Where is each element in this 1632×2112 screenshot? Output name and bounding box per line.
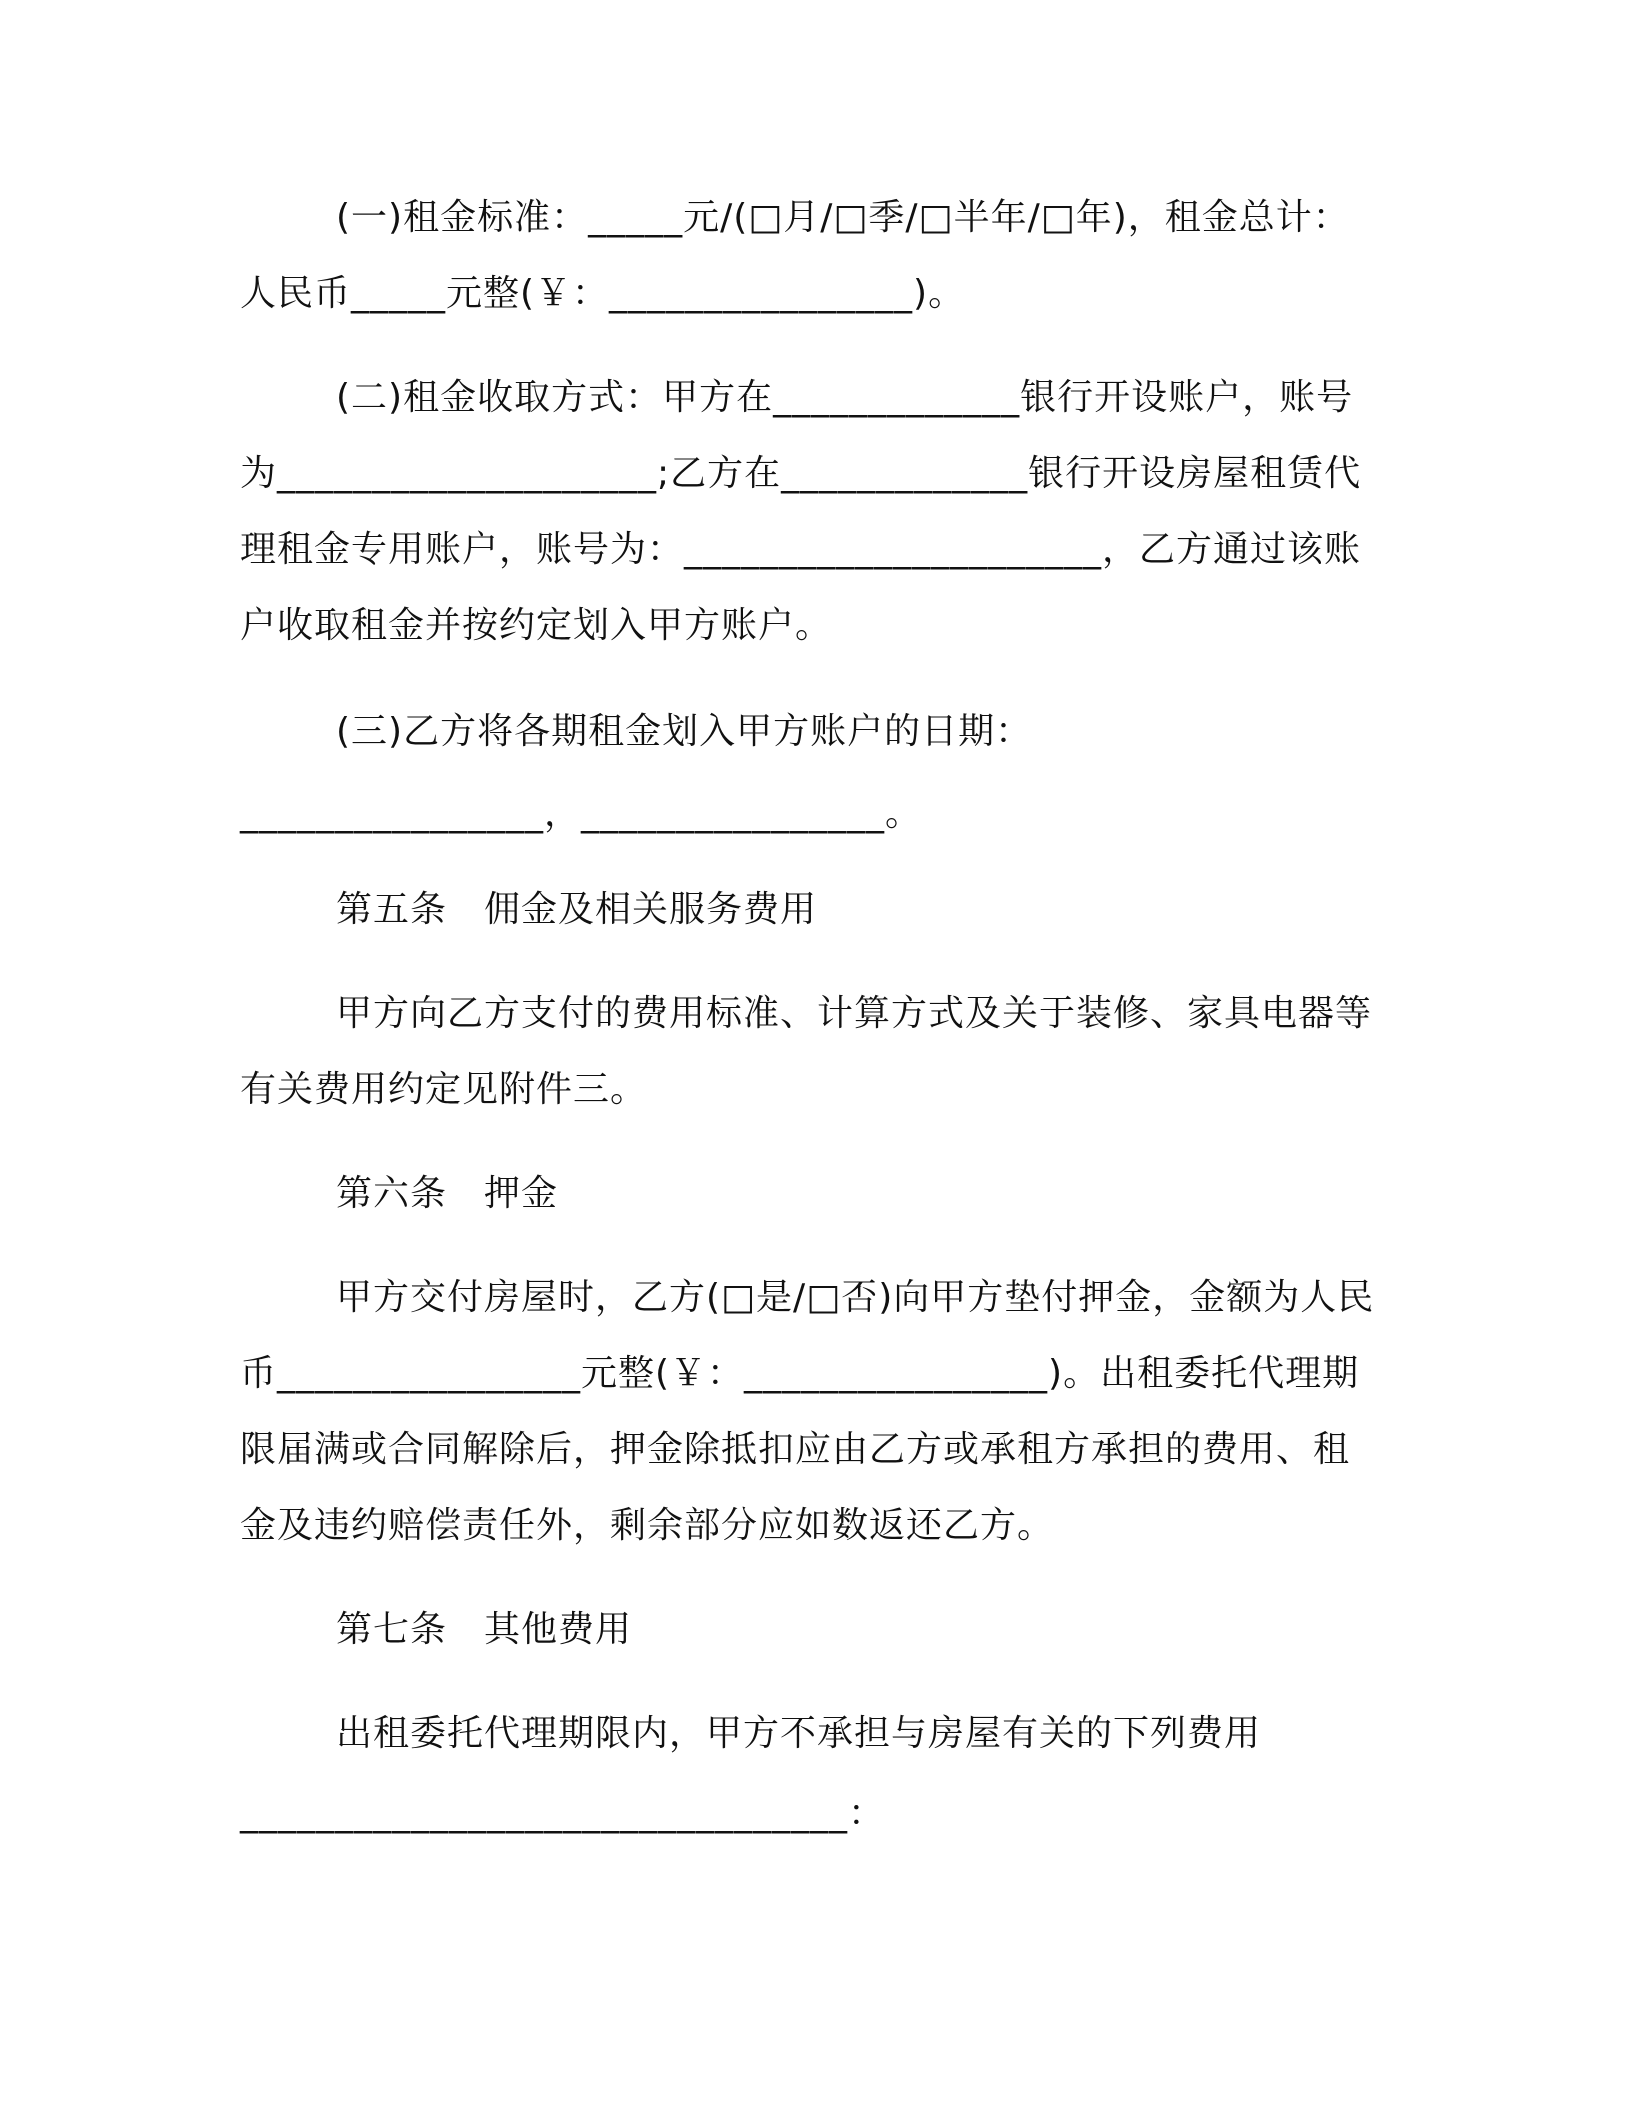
transfer-date-line-1: (三)乙方将各期租金划入甲方账户的日期：	[336, 711, 1033, 752]
rent-standard-line: (一)租金标准：_____元/(□月/□季/□半年/□年)，租金总计：	[336, 197, 1350, 238]
rent-collection-line-3: 理租金专用账户，账号为：______________________，乙方通过该账	[240, 529, 1362, 570]
article-6-line-4: 金及违约赔偿责任外，剩余部分应如数返还乙方。	[240, 1505, 1055, 1546]
article-5-line-1: 甲方向乙方支付的费用标准、计算方式及关于装修、家具电器等	[336, 993, 1373, 1034]
article-6-line-3: 限届满或合同解除后，押金除抵扣应由乙方或承租方承担的费用、租	[240, 1429, 1351, 1470]
article-5-line-2: 有关费用约定见附件三。	[240, 1069, 648, 1110]
rent-collection-line-4: 户收取租金并按约定划入甲方账户。	[240, 605, 833, 646]
rent-total-line: 人民币_____元整(￥：________________)。	[240, 273, 966, 314]
transfer-date-line-2: ________________，________________。	[240, 793, 922, 834]
article-5-heading: 第五条 佣金及相关服务费用	[336, 889, 818, 930]
article-6-heading: 第六条 押金	[336, 1173, 559, 1214]
article-6-line-2: 币________________元整(￥：________________)。出租委托代理期	[240, 1353, 1360, 1394]
rent-collection-line-2: 为____________________;乙方在_____________银行开设房屋租赁代	[240, 453, 1362, 494]
article-6-line-1: 甲方交付房屋时，乙方(□是/□否)向甲方垫付押金，金额为人民	[336, 1277, 1375, 1318]
rent-collection-line-1: (二)租金收取方式：甲方在_____________银行开设账户，账号	[336, 377, 1354, 418]
article-7-line-1: 出租委托代理期限内，甲方不承担与房屋有关的下列费用	[336, 1713, 1262, 1754]
article-7-heading: 第七条 其他费用	[336, 1609, 633, 1650]
article-7-line-2: ________________________________：	[240, 1793, 885, 1834]
